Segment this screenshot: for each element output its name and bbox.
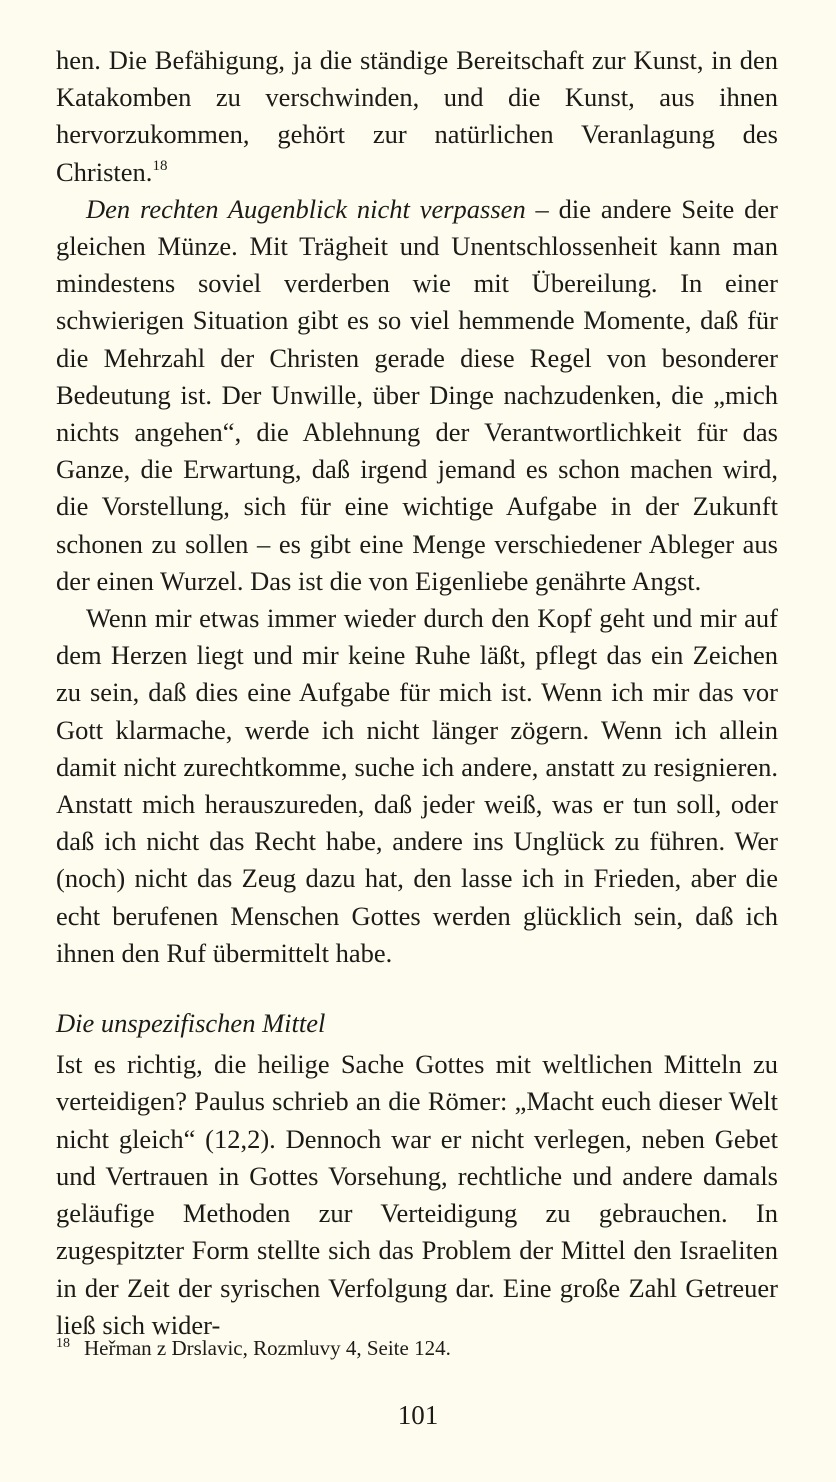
footnote-number: 18 <box>56 1336 70 1351</box>
paragraph-2-italic-lead: Den rechten Augenblick nicht verpassen <box>86 193 526 224</box>
footnote <box>56 1330 778 1362</box>
paragraph-2-text: – die andere Seite der gleichen Münze. Mit Trägheit und Unentschlossenheit kann man mindestens soviel verderben wie mit Übereilung. In einer schwierigen Situation gibt es so viel hemmende Momente, daß für die Mehrzahl der Christen gerade diese Regel von besonderer Bedeutung ist. Der Unwille, über Dinge nachzudenken, die „mich nichts angehen“, die Ablehnung der Verantwortlichkeit für das Ganze, die Erwartung, daß irgend jemand es schon machen wird, die Vorstellung, sich für eine wichtige Aufgabe in der Zukunft schonen zu sollen – es gibt eine Menge verschiedener Ableger aus der einen Wurzel. Das ist die von Eigenliebe genährte Angst. <box>56 193 778 596</box>
footnote-reference: 18 <box>152 157 168 174</box>
paragraph-3-text: Wenn mir etwas immer wieder durch den Kopf geht und mir auf dem Herzen liegt und mir keine Ruhe läßt, pflegt das ein Zeichen zu sein, daß dies eine Aufgabe für mich ist. Wenn ich mir das vor Gott klarmache, werde ich nicht länger zögern. Wenn ich allein damit nicht zurechtkomme, suche ich andere, anstatt zu resignieren. Anstatt mich herauszureden, daß jeder weiß, was er tun soll, oder daß ich nicht das Recht habe, andere ins Unglück zu führen. Wer (noch) nicht das Zeug dazu hat, den lasse ich in Frieden, aber die echt berufenen Menschen Gottes werden glücklich sein, daß ich ihnen den Ruf übermittelt habe. <box>56 603 778 968</box>
main-text <box>56 42 778 1344</box>
paragraph-1 <box>56 42 778 191</box>
paragraph-3 <box>56 600 778 972</box>
section-heading: Die unspezifischen Mittel <box>56 1008 326 1039</box>
paragraph-1-text: hen. Die Befähigung, ja die ständige Bereitschaft zur Kunst, in den Katakomben zu verschwinden, und die Kunst, aus ihnen hervorzukommen, gehört zur natürlichen Veranlagung des Christen. <box>56 45 778 187</box>
page-number: 101 <box>397 1400 439 1430</box>
paragraph-2 <box>56 191 778 600</box>
paragraph-4-text: Ist es richtig, die heilige Sache Gottes mit weltlichen Mitteln zu verteidigen? Paulus schrieb an die Römer: „Macht euch dieser Welt nicht gleich“ (12,2). Dennoch war er nicht verlegen, neben Gebet und Vertrauen in Gottes Vorsehung, rechtliche und andere damals geläufige Methoden zur Verteidigung zu gebrauchen. In zugespitzter Form stellte sich das Problem der Mittel den Israeliten in der Zeit der syrischen Verfolgung dar. Eine große Zahl Getreuer ließ sich wider- <box>56 1049 778 1340</box>
footnote-text: Heřman z Drslavic, Rozmluvy 4, Seite 124. <box>84 1336 451 1360</box>
paragraph-4 <box>56 1046 778 1344</box>
